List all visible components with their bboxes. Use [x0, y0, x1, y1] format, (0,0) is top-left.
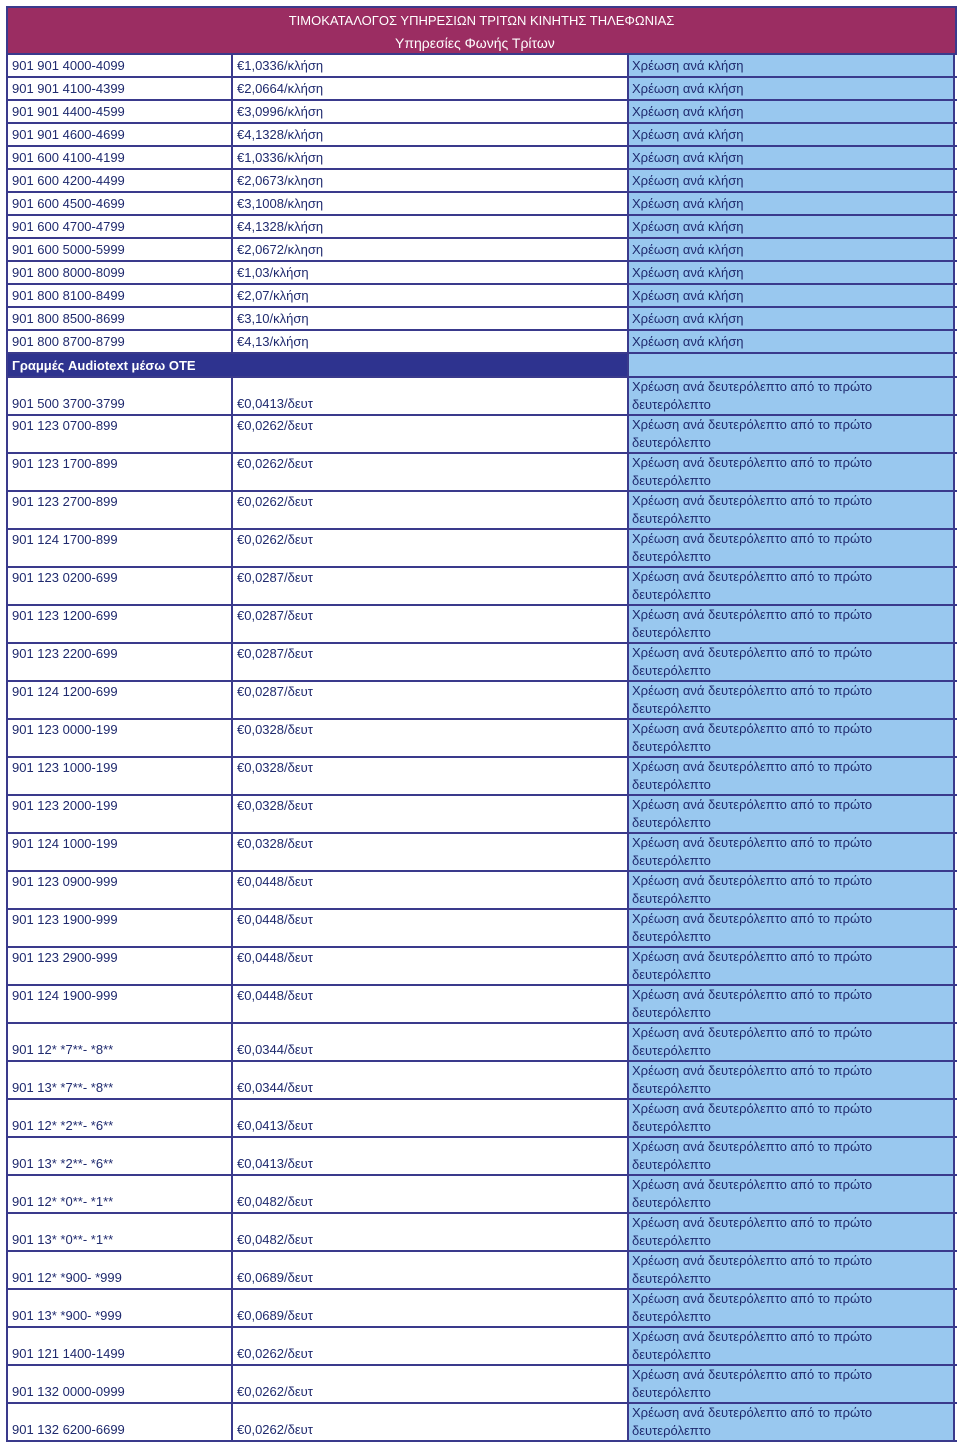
charge-type-cell: Χρέωση ανά δευτερόλεπτο από το πρώτο δευτερόλεπτο: [629, 1252, 955, 1288]
charge-type-cell: Χρέωση ανά κλήση: [629, 239, 955, 260]
charge-type-cell: Χρέωση ανά δευτερόλεπτο από το πρώτο δευτερόλεπτο: [629, 1176, 955, 1212]
charge-type-cell: Χρέωση ανά δευτερόλεπτο από το πρώτο δευτερόλεπτο: [629, 568, 955, 604]
charge-type-cell: Χρέωση ανά δευτερόλεπτο από το πρώτο δευτερόλεπτο: [629, 1290, 955, 1326]
price-cell: €0,0328/δευτ: [233, 796, 629, 832]
charge-type-cell: Χρέωση ανά κλήση: [629, 78, 955, 99]
number-range-cell: 901 121 1400-1499: [8, 1328, 233, 1364]
number-range-cell: 901 13* *2**- *6**: [8, 1138, 233, 1174]
price-cell: €1,0336/κλήση: [233, 55, 629, 76]
table-row: [8, 568, 957, 606]
price-cell: €2,0672/κληση: [233, 239, 629, 260]
price-cell: €0,0262/δευτ: [233, 492, 629, 528]
charge-type-cell: Χρέωση ανά δευτερόλεπτο από το πρώτο δευτερόλεπτο: [629, 1062, 955, 1098]
number-range-cell: 901 800 8100-8499: [8, 285, 233, 306]
number-range-cell: 901 13* *900- *999: [8, 1290, 233, 1326]
number-range-cell: 901 500 3700-3799: [8, 378, 233, 414]
number-range-cell: 901 124 1900-999: [8, 986, 233, 1022]
table-row: [8, 1176, 957, 1214]
number-range-cell: 901 800 8500-8699: [8, 308, 233, 329]
charge-type-cell: Χρέωση ανά δευτερόλεπτο από το πρώτο δευτερόλεπτο: [629, 1366, 955, 1402]
table-row: [8, 1290, 957, 1328]
number-range-cell: 901 800 8000-8099: [8, 262, 233, 283]
number-range-cell: 901 600 4100-4199: [8, 147, 233, 168]
table-title: ΤΙΜΟΚΑΤΑΛΟΓΟΣ ΥΠΗΡΕΣΙΩΝ ΤΡΙΤΩΝ ΚΙΝΗΤΗΣ ΤΗΛΕΦΩΝΙΑΣ: [8, 8, 957, 32]
price-cell: €4,1328/κλήση: [233, 216, 629, 237]
number-range-cell: 901 12* *900- *999: [8, 1252, 233, 1288]
table-row: [8, 262, 957, 285]
table-subtitle: Υπηρεσίες Φωνής Τρίτων: [395, 35, 555, 51]
number-range-cell: 901 12* *7**- *8**: [8, 1024, 233, 1060]
charge-type-cell: Χρέωση ανά δευτερόλεπτο από το πρώτο δευτερόλεπτο: [629, 416, 955, 452]
table-subtitle-row: [8, 32, 957, 55]
number-range-cell: 901 123 1200-699: [8, 606, 233, 642]
number-range-cell: 901 901 4000-4099: [8, 55, 233, 76]
charge-type-cell: Χρέωση ανά δευτερόλεπτο από το πρώτο δευτερόλεπτο: [629, 872, 955, 908]
charge-type-cell: Χρέωση ανά κλήση: [629, 216, 955, 237]
section-header-label: Γραμμές Audiotext μέσω ΟΤΕ: [8, 354, 629, 376]
table-row: [8, 239, 957, 262]
table-row: [8, 758, 957, 796]
charge-type-cell: Χρέωση ανά κλήση: [629, 147, 955, 168]
number-range-cell: 901 13* *7**- *8**: [8, 1062, 233, 1098]
table-row: [8, 682, 957, 720]
charge-type-cell: Χρέωση ανά κλήση: [629, 331, 955, 352]
charge-type-cell: Χρέωση ανά κλήση: [629, 262, 955, 283]
number-range-cell: 901 124 1700-899: [8, 530, 233, 566]
charge-type-cell: Χρέωση ανά κλήση: [629, 55, 955, 76]
number-range-cell: 901 123 2200-699: [8, 644, 233, 680]
number-range-cell: 901 600 4200-4499: [8, 170, 233, 191]
table-row: [8, 796, 957, 834]
price-cell: €0,0448/δευτ: [233, 910, 629, 946]
table-row: [8, 1404, 957, 1442]
charge-type-cell: Χρέωση ανά δευτερόλεπτο από το πρώτο δευτερόλεπτο: [629, 530, 955, 566]
charge-type-cell: Χρέωση ανά δευτερόλεπτο από το πρώτο δευτερόλεπτο: [629, 796, 955, 832]
number-range-cell: 901 600 4500-4699: [8, 193, 233, 214]
section-header-filler: [629, 354, 955, 376]
number-range-cell: 901 901 4600-4699: [8, 124, 233, 145]
table-row: [8, 101, 957, 124]
charge-type-cell: Χρέωση ανά δευτερόλεπτο από το πρώτο δευτερόλεπτο: [629, 492, 955, 528]
price-cell: €0,0448/δευτ: [233, 872, 629, 908]
charge-type-cell: Χρέωση ανά δευτερόλεπτο από το πρώτο δευτερόλεπτο: [629, 682, 955, 718]
number-range-cell: 901 123 0900-999: [8, 872, 233, 908]
table-row: [8, 78, 957, 101]
price-cell: €2,0673/κληση: [233, 170, 629, 191]
number-range-cell: 901 123 2900-999: [8, 948, 233, 984]
table-row: [8, 872, 957, 910]
charge-type-cell: Χρέωση ανά δευτερόλεπτο από το πρώτο δευτερόλεπτο: [629, 1214, 955, 1250]
price-cell: €0,0262/δευτ: [233, 416, 629, 452]
table-row: [8, 644, 957, 682]
price-cell: €2,07/κλήση: [233, 285, 629, 306]
table-row: [8, 986, 957, 1024]
price-cell: €0,0262/δευτ: [233, 530, 629, 566]
table-row: [8, 1252, 957, 1290]
number-range-cell: 901 123 0200-699: [8, 568, 233, 604]
table-row: [8, 492, 957, 530]
number-range-cell: 901 600 5000-5999: [8, 239, 233, 260]
charge-type-cell: Χρέωση ανά δευτερόλεπτο από το πρώτο δευτερόλεπτο: [629, 454, 955, 490]
table-row: [8, 1024, 957, 1062]
price-cell: €0,0287/δευτ: [233, 606, 629, 642]
price-cell: €2,0664/κλήση: [233, 78, 629, 99]
table-row: [8, 416, 957, 454]
charge-type-cell: Χρέωση ανά κλήση: [629, 101, 955, 122]
table-row: [8, 331, 957, 354]
charge-type-cell: Χρέωση ανά δευτερόλεπτο από το πρώτο δευτερόλεπτο: [629, 606, 955, 642]
table-row: [8, 216, 957, 239]
price-cell: €0,0413/δευτ: [233, 1138, 629, 1174]
table-row: [8, 1062, 957, 1100]
price-cell: €3,1008/κληση: [233, 193, 629, 214]
charge-type-cell: Χρέωση ανά κλήση: [629, 170, 955, 191]
table-row: [8, 720, 957, 758]
section-header-row: [8, 354, 957, 378]
charge-type-cell: Χρέωση ανά δευτερόλεπτο από το πρώτο δευτερόλεπτο: [629, 758, 955, 794]
price-cell: €0,0344/δευτ: [233, 1024, 629, 1060]
table-row: [8, 454, 957, 492]
number-range-cell: 901 901 4400-4599: [8, 101, 233, 122]
table-row: [8, 147, 957, 170]
price-cell: €4,13/κλήση: [233, 331, 629, 352]
charge-type-cell: Χρέωση ανά δευτερόλεπτο από το πρώτο δευτερόλεπτο: [629, 1138, 955, 1174]
price-cell: €0,0482/δευτ: [233, 1214, 629, 1250]
price-cell: €0,0344/δευτ: [233, 1062, 629, 1098]
number-range-cell: 901 13* *0**- *1**: [8, 1214, 233, 1250]
price-cell: €0,0262/δευτ: [233, 1366, 629, 1402]
number-range-cell: 901 123 1000-199: [8, 758, 233, 794]
number-range-cell: 901 124 1200-699: [8, 682, 233, 718]
table-row: [8, 308, 957, 331]
charge-type-cell: Χρέωση ανά κλήση: [629, 308, 955, 329]
price-cell: €0,0448/δευτ: [233, 986, 629, 1022]
price-cell: €0,0482/δευτ: [233, 1176, 629, 1212]
number-range-cell: 901 123 1700-899: [8, 454, 233, 490]
number-range-cell: 901 12* *2**- *6**: [8, 1100, 233, 1136]
number-range-cell: 901 124 1000-199: [8, 834, 233, 870]
table-row: [8, 55, 957, 78]
table-row: [8, 1328, 957, 1366]
price-cell: €0,0689/δευτ: [233, 1252, 629, 1288]
table-body: [8, 55, 957, 1442]
table-row: [8, 948, 957, 986]
charge-type-cell: Χρέωση ανά κλήση: [629, 285, 955, 306]
number-range-cell: 901 800 8700-8799: [8, 331, 233, 352]
number-range-cell: 901 123 1900-999: [8, 910, 233, 946]
price-cell: €0,0413/δευτ: [233, 378, 629, 414]
charge-type-cell: Χρέωση ανά κλήση: [629, 193, 955, 214]
table-row: [8, 530, 957, 568]
table-row: [8, 1138, 957, 1176]
price-cell: €0,0287/δευτ: [233, 568, 629, 604]
charge-type-cell: Χρέωση ανά δευτερόλεπτο από το πρώτο δευτερόλεπτο: [629, 1100, 955, 1136]
price-cell: €0,0262/δευτ: [233, 1328, 629, 1364]
charge-type-cell: Χρέωση ανά δευτερόλεπτο από το πρώτο δευτερόλεπτο: [629, 948, 955, 984]
charge-type-cell: Χρέωση ανά κλήση: [629, 124, 955, 145]
charge-type-cell: Χρέωση ανά δευτερόλεπτο από το πρώτο δευτερόλεπτο: [629, 378, 955, 414]
table-row: [8, 606, 957, 644]
table-row: [8, 1366, 957, 1404]
charge-type-cell: Χρέωση ανά δευτερόλεπτο από το πρώτο δευτερόλεπτο: [629, 910, 955, 946]
charge-type-cell: Χρέωση ανά δευτερόλεπτο από το πρώτο δευτερόλεπτο: [629, 834, 955, 870]
price-cell: €0,0262/δευτ: [233, 1404, 629, 1440]
charge-type-cell: Χρέωση ανά δευτερόλεπτο από το πρώτο δευτερόλεπτο: [629, 644, 955, 680]
charge-type-cell: Χρέωση ανά δευτερόλεπτο από το πρώτο δευτερόλεπτο: [629, 1404, 955, 1440]
table-row: [8, 124, 957, 147]
table-row: [8, 1214, 957, 1252]
table-row: [8, 910, 957, 948]
price-cell: €1,0336/κλήση: [233, 147, 629, 168]
number-range-cell: 901 12* *0**- *1**: [8, 1176, 233, 1212]
price-cell: €0,0689/δευτ: [233, 1290, 629, 1326]
table-row: [8, 834, 957, 872]
charge-type-cell: Χρέωση ανά δευτερόλεπτο από το πρώτο δευτερόλεπτο: [629, 1328, 955, 1364]
table-row: [8, 285, 957, 308]
charge-type-cell: Χρέωση ανά δευτερόλεπτο από το πρώτο δευτερόλεπτο: [629, 720, 955, 756]
price-cell: €0,0413/δευτ: [233, 1100, 629, 1136]
price-cell: €0,0287/δευτ: [233, 644, 629, 680]
price-cell: €3,0996/κλήση: [233, 101, 629, 122]
price-cell: €0,0328/δευτ: [233, 758, 629, 794]
price-cell: €0,0448/δευτ: [233, 948, 629, 984]
table-row: [8, 170, 957, 193]
number-range-cell: 901 132 6200-6699: [8, 1404, 233, 1440]
number-range-cell: 901 123 2700-899: [8, 492, 233, 528]
number-range-cell: 901 123 2000-199: [8, 796, 233, 832]
price-cell: €0,0262/δευτ: [233, 454, 629, 490]
price-list-table: [6, 6, 957, 1442]
price-cell: €3,10/κλήση: [233, 308, 629, 329]
price-cell: €0,0328/δευτ: [233, 720, 629, 756]
number-range-cell: 901 600 4700-4799: [8, 216, 233, 237]
table-row: [8, 1100, 957, 1138]
charge-type-cell: Χρέωση ανά δευτερόλεπτο από το πρώτο δευτερόλεπτο: [629, 1024, 955, 1060]
price-cell: €4,1328/κλήση: [233, 124, 629, 145]
price-cell: €0,0328/δευτ: [233, 834, 629, 870]
number-range-cell: 901 123 0700-899: [8, 416, 233, 452]
price-cell: €1,03/κλήση: [233, 262, 629, 283]
table-row: [8, 378, 957, 416]
charge-type-cell: Χρέωση ανά δευτερόλεπτο από το πρώτο δευτερόλεπτο: [629, 986, 955, 1022]
number-range-cell: 901 132 0000-0999: [8, 1366, 233, 1402]
number-range-cell: 901 901 4100-4399: [8, 78, 233, 99]
number-range-cell: 901 123 0000-199: [8, 720, 233, 756]
table-row: [8, 193, 957, 216]
price-cell: €0,0287/δευτ: [233, 682, 629, 718]
